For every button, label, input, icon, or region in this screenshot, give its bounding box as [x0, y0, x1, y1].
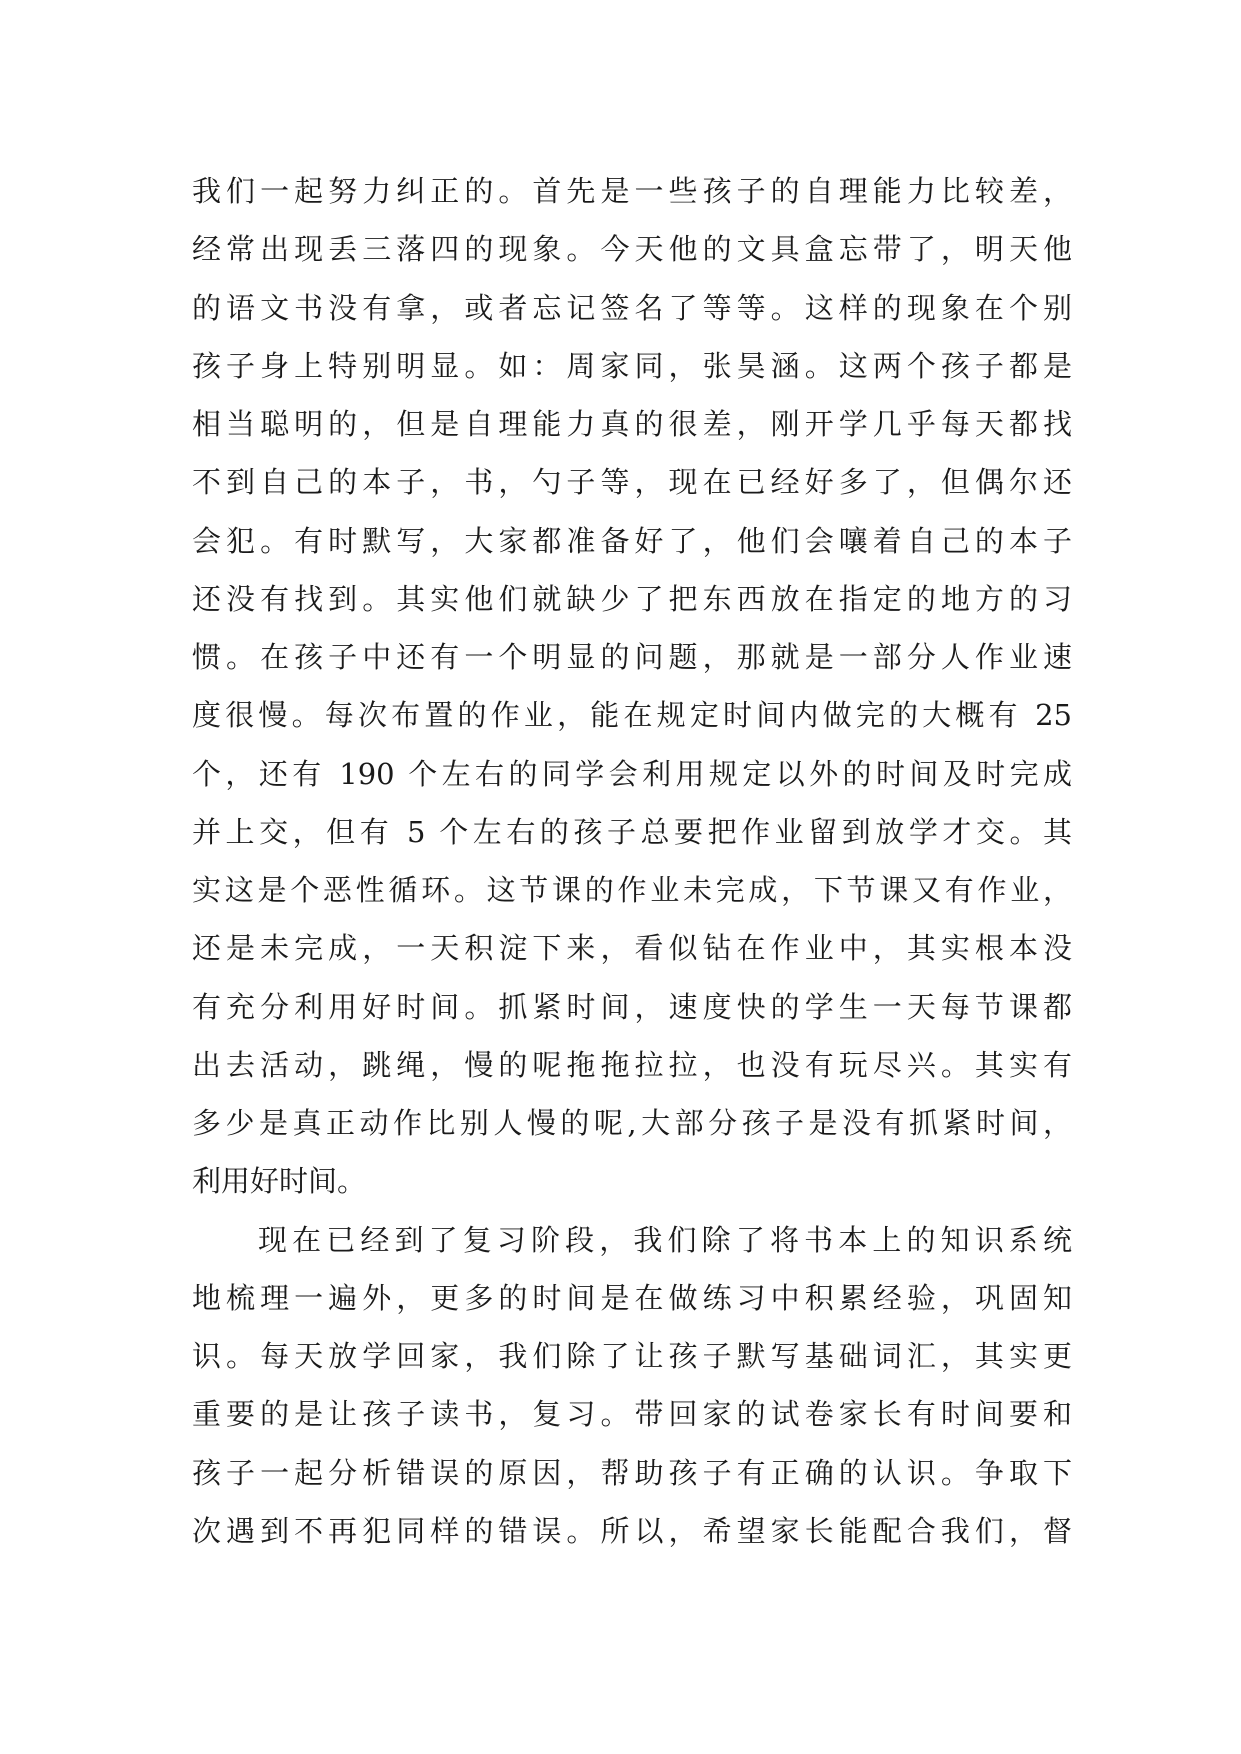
- text-line: 还没有找到。其实他们就缺少了把东西放在指定的地方的习: [192, 581, 1072, 616]
- text-line: 次遇到不再犯同样的错误。所以，希望家长能配合我们，督: [192, 1513, 1072, 1548]
- text-line: 个，还有 190 个左右的同学会利用规定以外的时间及时完成: [192, 756, 1072, 791]
- text-line: 实这是个恶性循环。这节课的作业未完成，下节课又有作业，: [192, 873, 1072, 907]
- text-line: 出去活动，跳绳，慢的呢拖拖拉拉，也没有玩尽兴。其实有: [192, 1047, 1072, 1082]
- text-line: 会犯。有时默写，大家都准备好了，他们会嚷着自己的本子: [192, 523, 1072, 558]
- text-line: 现在已经到了复习阶段，我们除了将书本上的知识系统: [258, 1222, 1072, 1257]
- text-line: 识。每天放学回家，我们除了让孩子默写基础词汇，其实更: [192, 1339, 1072, 1373]
- document-body: [192, 162, 1072, 1560]
- text-line: 经常出现丢三落四的现象。今天他的文具盒忘带了，明天他: [192, 232, 1072, 267]
- text-line: 孩子身上特别明显。如：周家同，张昊涵。这两个孩子都是: [192, 348, 1072, 383]
- text-line: 我们一起努力纠正的。首先是一些孩子的自理能力比较差，: [192, 174, 1072, 208]
- paragraph-2: [192, 1211, 1072, 1561]
- paragraph-1: [192, 162, 1072, 1211]
- text-line: 地梳理一遍外，更多的时间是在做练习中积累经验，巩固知: [192, 1280, 1072, 1315]
- text-line: 度很慢。每次布置的作业，能在规定时间内做完的大概有 25: [192, 698, 1072, 733]
- text-line: 并上交，但有 5 个左右的孩子总要把作业留到放学才交。其: [192, 814, 1072, 849]
- text-line: 还是未完成，一天积淀下来，看似钻在作业中，其实根本没: [192, 931, 1072, 966]
- text-line: 孩子一起分析错误的原因，帮助孩子有正确的认识。争取下: [192, 1455, 1072, 1490]
- text-line: 多少是真正动作比别人慢的呢,大部分孩子是没有抓紧时间，: [192, 1106, 1072, 1140]
- text-line: 惯。在孩子中还有一个明显的问题，那就是一部分人作业速: [192, 640, 1072, 674]
- text-line: 重要的是让孩子读书，复习。带回家的试卷家长有时间要和: [192, 1397, 1072, 1432]
- text-line: 有充分利用好时间。抓紧时间，速度快的学生一天每节课都: [192, 989, 1072, 1024]
- text-line: 相当聪明的，但是自理能力真的很差，刚开学几乎每天都找: [192, 407, 1072, 441]
- text-line: 的语文书没有拿，或者忘记签名了等等。这样的现象在个别: [192, 290, 1072, 325]
- text-line: 不到自己的本子，书，勺子等，现在已经好多了，但偶尔还: [192, 465, 1072, 500]
- text-line: 利用好时间。: [192, 1164, 367, 1199]
